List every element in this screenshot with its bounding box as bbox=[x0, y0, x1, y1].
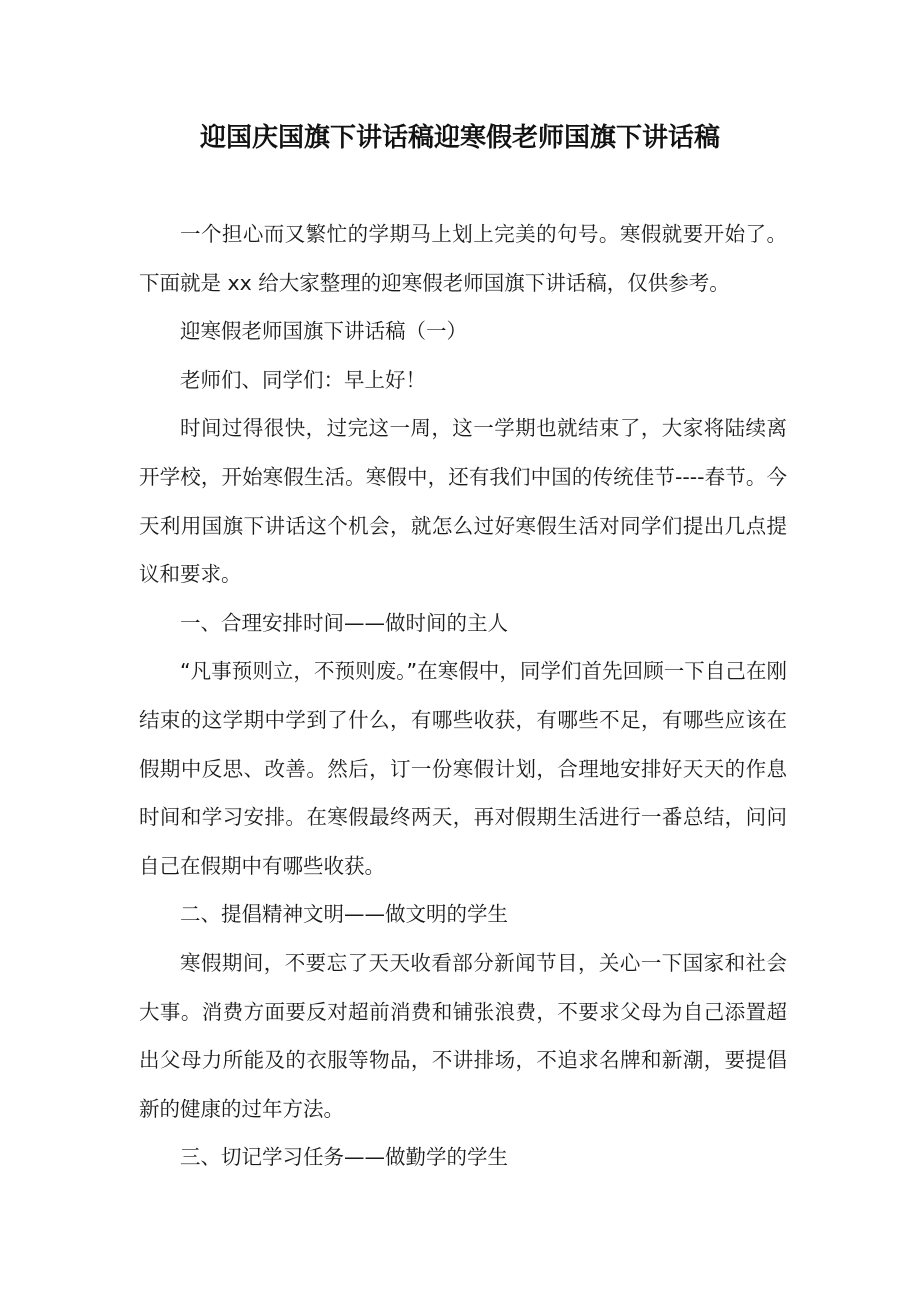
document-title: 迎国庆国旗下讲话稿迎寒假老师国旗下讲话稿 bbox=[199, 123, 720, 153]
paragraph-section-1-body: “凡事预则立，不预则废。”在寒假中，同学们首先回顾一下自己在刚结束的这学期中学到了什么，有哪些收获，有哪些不足，有哪些应该在假期中反思、改善。然后，订一份寒假计划，合理地安排好天天的作息时间和学习安排。在寒假最终两天，再对假期生活进行一番总结，问问自己在假期中有哪些收获。 bbox=[139, 659, 787, 878]
paragraph-section-2-body: 寒假期间，不要忘了天天收看部分新闻节目，关心一下国家和社会大事。消费方面要反对超前消费和铺张浪费，不要求父母为自己添置超出父母力所能及的衣服等物品，不讲排场，不追求名牌和新潮，要提倡新的健康的过年方法。 bbox=[139, 950, 787, 1121]
paragraph-greeting: 老师们、同学们：早上好！ bbox=[180, 367, 426, 392]
document-body bbox=[139, 210, 787, 1182]
paragraph-section-3-heading: 三、切记学习任务——做勤学的学生 bbox=[180, 1145, 508, 1170]
paragraph-section-2-heading: 二、提倡精神文明——做文明的学生 bbox=[180, 902, 508, 927]
paragraph-intro: 一个担心而又繁忙的学期马上划上完美的句号。寒假就要开始了。下面就是 xx 给大家整理的迎寒假老师国旗下讲话稿，仅供参考。 bbox=[139, 222, 787, 295]
paragraph-opening: 时间过得很快，过完这一周，这一学期也就结束了，大家将陆续离开学校，开始寒假生活。寒假中，还有我们中国的传统佳节----春节。今天利用国旗下讲话这个机会，就怎么过好寒假生活对同学们提出几点提议和要求。 bbox=[139, 416, 787, 587]
paragraph-section-1-heading: 一、合理安排时间——做时间的主人 bbox=[180, 610, 508, 635]
paragraph-speech-heading: 迎寒假老师国旗下讲话稿（一） bbox=[180, 319, 467, 344]
